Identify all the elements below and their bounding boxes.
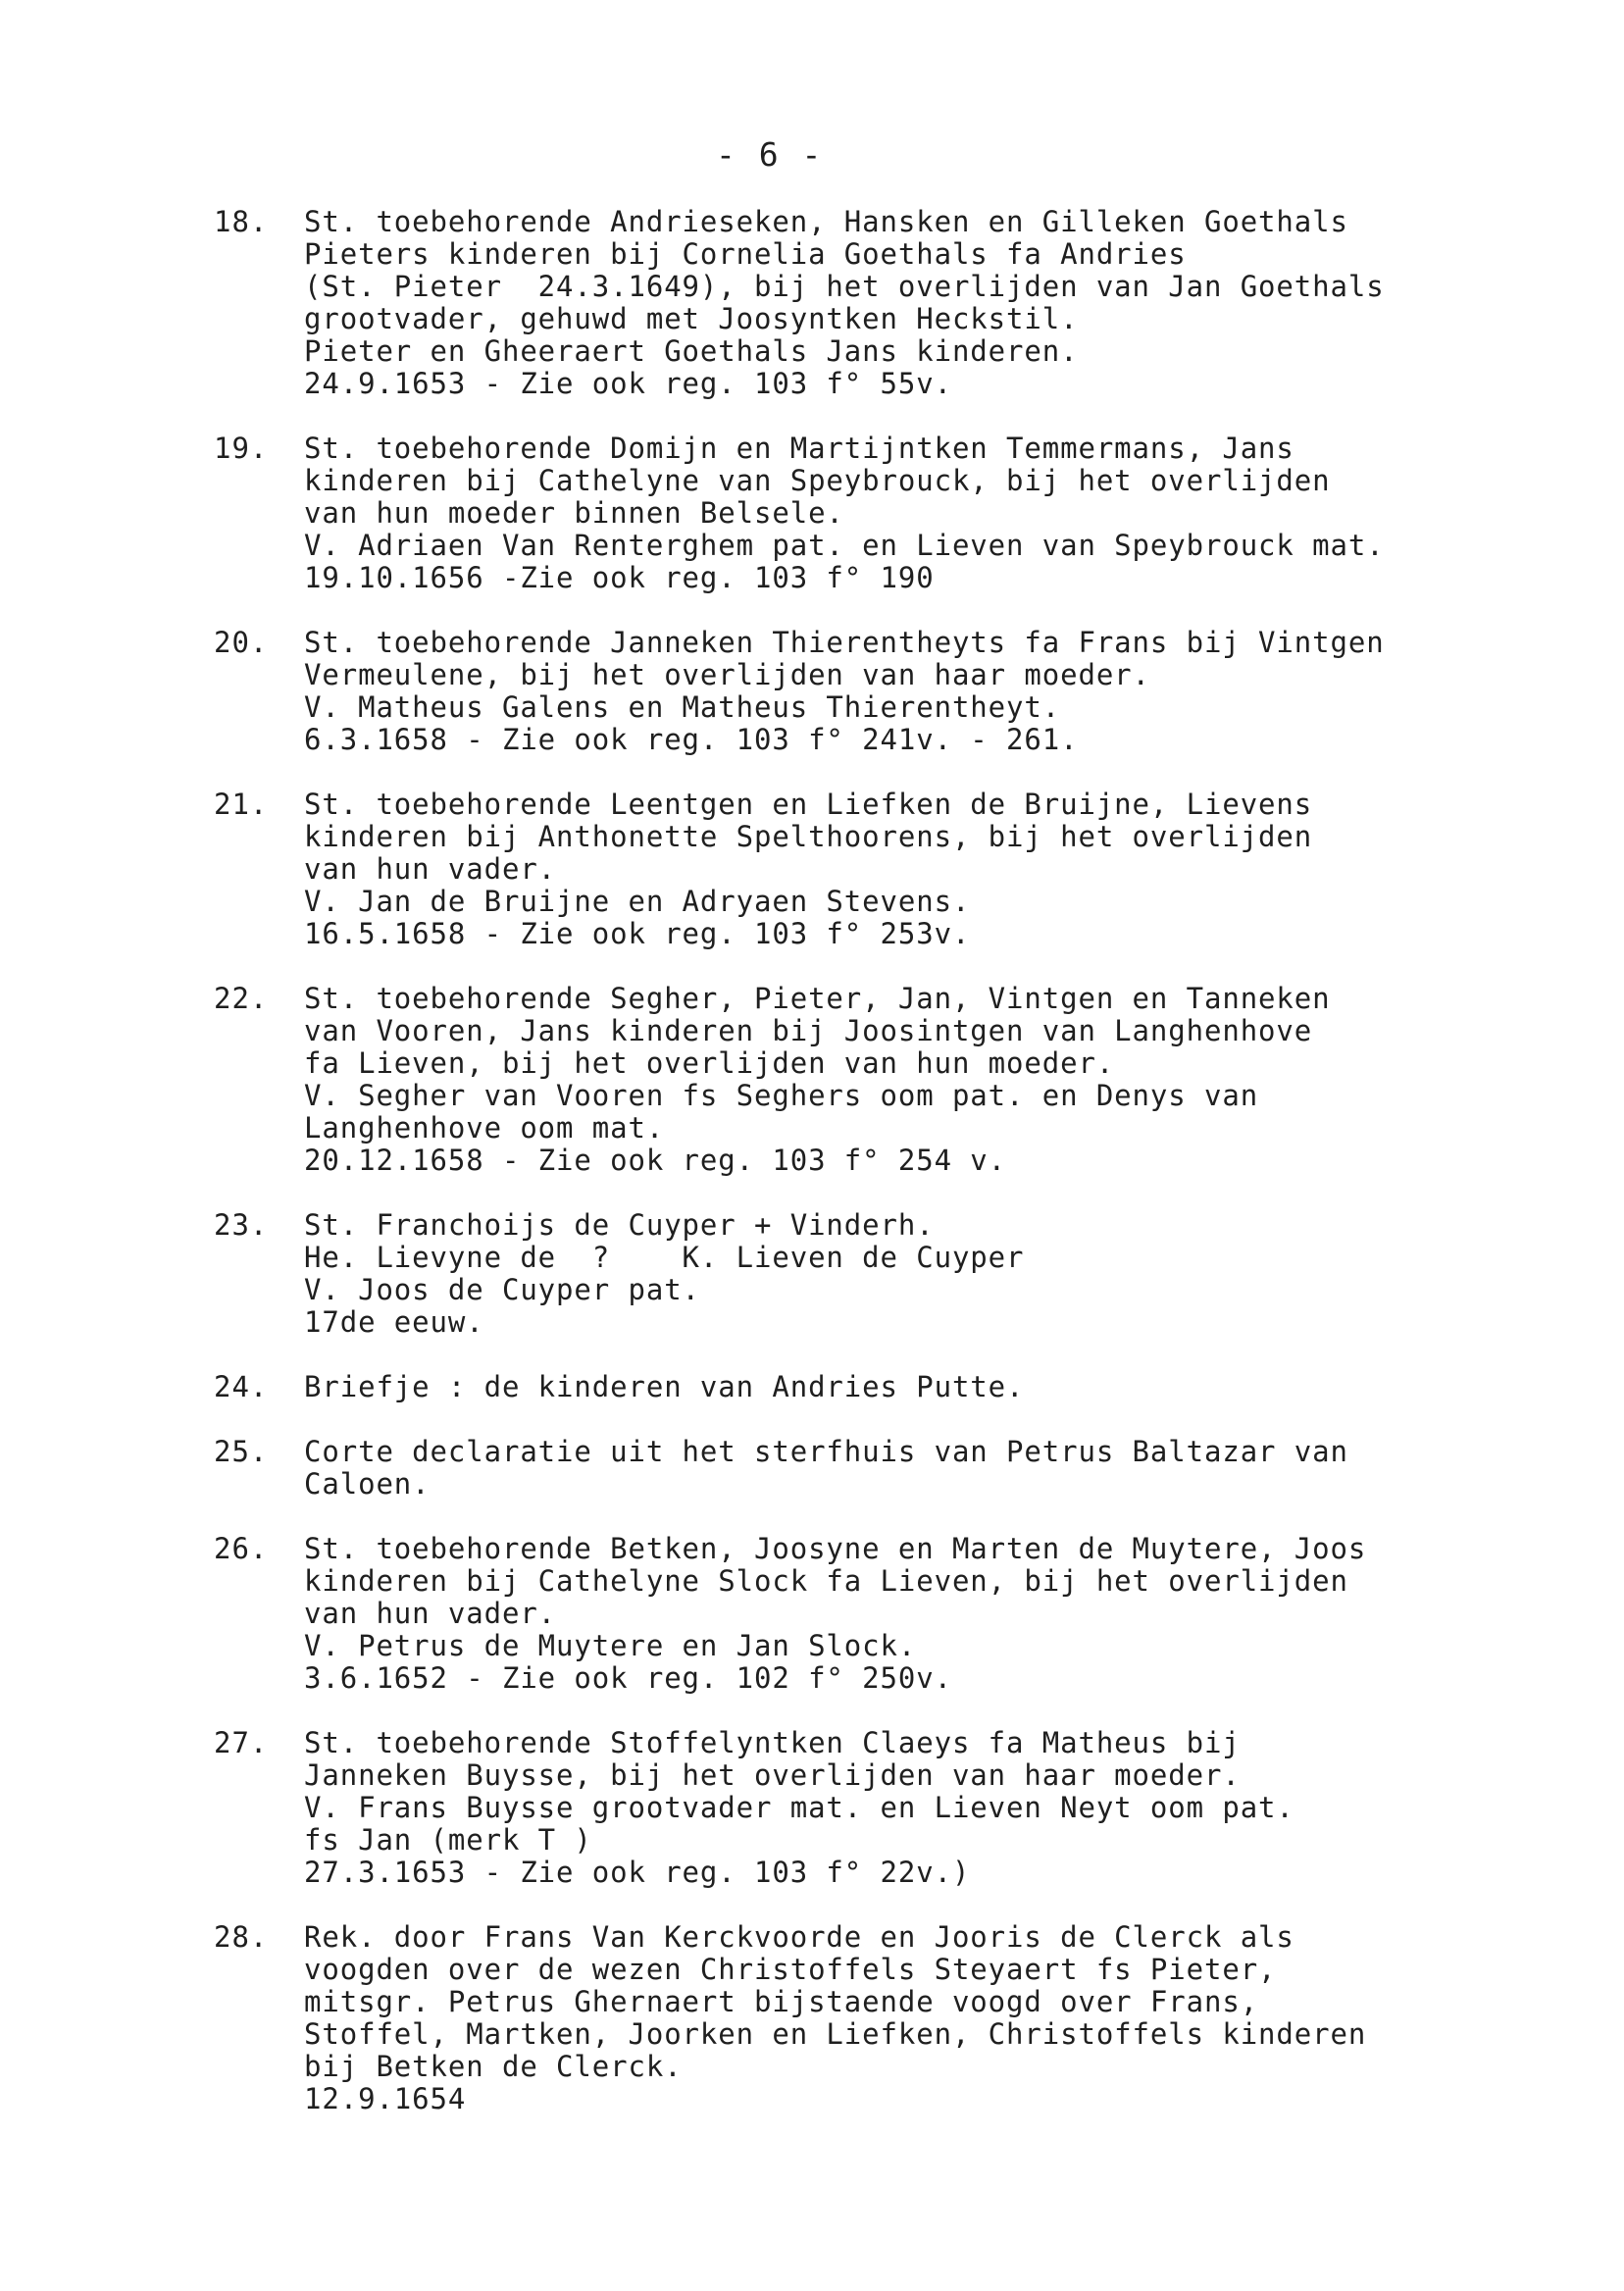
entry-text-line: St. toebehorende Stoffelyntken Claeys fa Matheus bij bbox=[304, 1726, 1241, 1759]
entry bbox=[214, 206, 1528, 400]
entry bbox=[214, 983, 1528, 1177]
entry-text-line: Stoffel, Martken, Joorken en Liefken, Christoffels kinderen bbox=[304, 2017, 1367, 2051]
entry-text-line: van Vooren, Jans kinderen bij Joosintgen van Langhenhove bbox=[304, 1014, 1313, 1047]
entry-text-line: V. Segher van Vooren fs Seghers oom pat. en Denys van bbox=[304, 1079, 1259, 1112]
page-number: - 6 - bbox=[716, 135, 824, 174]
entry bbox=[214, 627, 1528, 756]
entry bbox=[214, 1921, 1528, 2115]
entry-text-line: Janneken Buysse, bij het overlijden van haar moeder. bbox=[304, 1758, 1241, 1792]
entry-text-line: He. Lievyne de ? K. Lieven de Cuyper bbox=[304, 1241, 1025, 1274]
entry-text-line: Pieter en Gheeraert Goethals Jans kinderen. bbox=[304, 334, 1079, 368]
entry-text-line: kinderen bij Anthonette Spelthoorens, bij het overlijden bbox=[304, 820, 1313, 853]
entry-text-line: Briefje : de kinderen van Andries Putte. bbox=[304, 1370, 1025, 1403]
entry bbox=[214, 789, 1528, 950]
entry-text-line: fs Jan (merk T ) bbox=[304, 1823, 592, 1857]
entry-text-line: 6.3.1658 - Zie ook reg. 103 f° 241v. - 261. bbox=[304, 723, 1079, 756]
entry-text-line: 24.9.1653 - Zie ook reg. 103 f° 55v. bbox=[304, 367, 952, 400]
entry bbox=[214, 1533, 1528, 1695]
entry-number: 25. bbox=[214, 1435, 269, 1468]
entry-number: 26. bbox=[214, 1532, 269, 1565]
entry-text-line: Langhenhove oom mat. bbox=[304, 1111, 665, 1145]
entry-text-line: mitsgr. Petrus Ghernaert bijstaende voogd over Frans, bbox=[304, 1985, 1259, 2018]
entry-text-line: 19.10.1656 -Zie ook reg. 103 f° 190 bbox=[304, 561, 935, 594]
entry-text-line: grootvader, gehuwd met Joosyntken Heckstil. bbox=[304, 302, 1079, 335]
entry-number: 22. bbox=[214, 982, 269, 1015]
entry-text-line: kinderen bij Cathelyne Slock fa Lieven, bij het overlijden bbox=[304, 1564, 1348, 1598]
entry-number: 24. bbox=[214, 1370, 269, 1403]
entry-text-line: St. toebehorende Leentgen en Liefken de Bruijne, Lievens bbox=[304, 788, 1313, 821]
entry-text-line: voogden over de wezen Christoffels Steyaert fs Pieter, bbox=[304, 1953, 1277, 1986]
entry-text-line: V. Matheus Galens en Matheus Thierentheyt. bbox=[304, 690, 1061, 724]
entry-text-line: V. Frans Buysse grootvader mat. en Lieven Neyt oom pat. bbox=[304, 1791, 1294, 1824]
entry-text-line: Rek. door Frans Van Kerckvoorde en Jooris de Clerck als bbox=[304, 1920, 1294, 1954]
entry-text-line: Corte declaratie uit het sterfhuis van Petrus Baltazar van bbox=[304, 1435, 1348, 1468]
entry-text-line: (St. Pieter 24.3.1649), bij het overlijden van Jan Goethals bbox=[304, 270, 1385, 303]
entry-number: 21. bbox=[214, 788, 269, 821]
entry-text-line: St. toebehorende Domijn en Martijntken Temmermans, Jans bbox=[304, 432, 1294, 465]
entry-text-line: Vermeulene, bij het overlijden van haar moeder. bbox=[304, 658, 1150, 691]
entry-text-line: 20.12.1658 - Zie ook reg. 103 f° 254 v. bbox=[304, 1144, 1007, 1177]
entry-text-line: Pieters kinderen bij Cornelia Goethals fa Andries bbox=[304, 237, 1187, 271]
entry-text-line: van hun moeder binnen Belsele. bbox=[304, 496, 844, 530]
entry-text-line: 17de eeuw. bbox=[304, 1305, 484, 1339]
entry-text-line: 12.9.1654 bbox=[304, 2082, 467, 2115]
entry-text-line: fa Lieven, bij het overlijden van hun moeder. bbox=[304, 1046, 1115, 1080]
entry bbox=[214, 1209, 1528, 1339]
entry-text-line: 16.5.1658 - Zie ook reg. 103 f° 253v. bbox=[304, 917, 971, 950]
entry bbox=[214, 1371, 1528, 1403]
entry bbox=[214, 433, 1528, 594]
entry-text-line: van hun vader. bbox=[304, 1597, 557, 1630]
entry-text-line: St. toebehorende Betken, Joosyne en Marten de Muytere, Joos bbox=[304, 1532, 1367, 1565]
entry bbox=[214, 1436, 1528, 1501]
entry-text-line: V. Petrus de Muytere en Jan Slock. bbox=[304, 1629, 917, 1662]
entry-text-line: bij Betken de Clerck. bbox=[304, 2050, 683, 2083]
entry-text-line: St. toebehorende Janneken Thierentheyts fa Frans bij Vintgen bbox=[304, 626, 1385, 659]
entry-text-line: V. Jan de Bruijne en Adryaen Stevens. bbox=[304, 885, 971, 918]
entry-text-line: V. Joos de Cuyper pat. bbox=[304, 1273, 700, 1306]
entry-number: 18. bbox=[214, 205, 269, 238]
entry-text-line: St. Franchoijs de Cuyper + Vinderh. bbox=[304, 1208, 935, 1242]
entry-text-line: Caloen. bbox=[304, 1467, 431, 1501]
entry-text-line: 27.3.1653 - Zie ook reg. 103 f° 22v.) bbox=[304, 1856, 971, 1889]
entry-number: 20. bbox=[214, 626, 269, 659]
entry-text-line: St. toebehorende Andrieseken, Hansken en Gilleken Goethals bbox=[304, 205, 1348, 238]
entry bbox=[214, 1727, 1528, 1889]
entry-text-line: St. toebehorende Segher, Pieter, Jan, Vintgen en Tanneken bbox=[304, 982, 1331, 1015]
entry-number: 27. bbox=[214, 1726, 269, 1759]
entry-text-line: 3.6.1652 - Zie ook reg. 102 f° 250v. bbox=[304, 1661, 952, 1695]
entry-number: 19. bbox=[214, 432, 269, 465]
entry-number: 23. bbox=[214, 1208, 269, 1242]
entry-number: 28. bbox=[214, 1920, 269, 1954]
entry-list bbox=[214, 206, 1528, 2148]
entry-text-line: V. Adriaen Van Renterghem pat. en Lieven van Speybrouck mat. bbox=[304, 529, 1385, 562]
entry-text-line: van hun vader. bbox=[304, 852, 557, 886]
entry-text-line: kinderen bij Cathelyne van Speybrouck, bij het overlijden bbox=[304, 464, 1331, 497]
